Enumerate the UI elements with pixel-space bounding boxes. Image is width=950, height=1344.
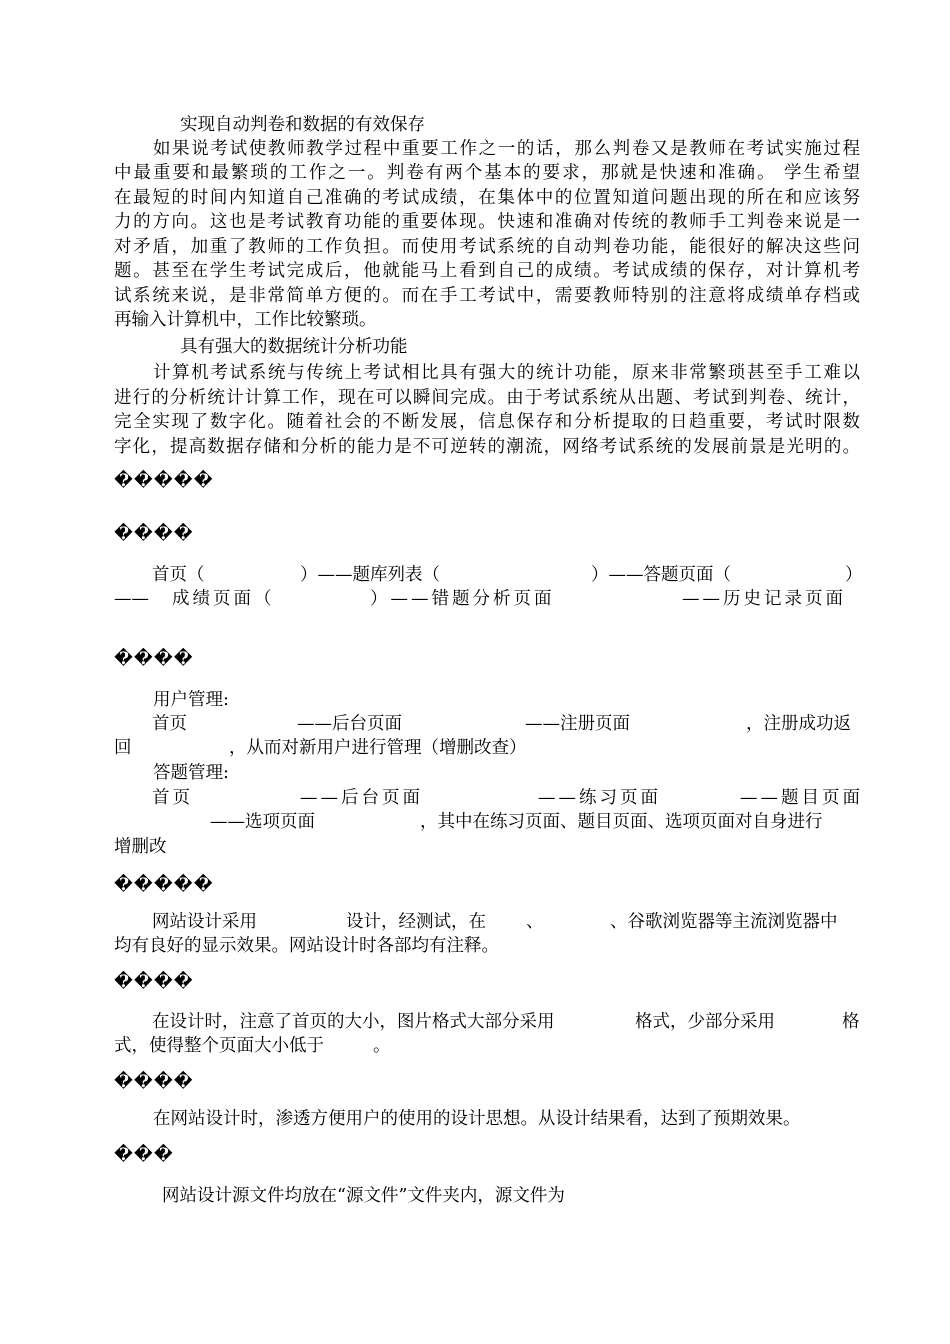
user-management-label: 用户管理: — [153, 690, 229, 710]
paragraph-line: 在最短的时间内知道自己准确的考试成绩，在集体中的位置知道问题出现的所在和应该努 — [114, 188, 860, 208]
compatibility-line-2: 均有良好的显示效果。网站设计时各部均有注释。 — [114, 936, 499, 956]
paragraph-line: 计算机考试系统与传统上考试相比具有强大的统计功能，原来非常繁琐甚至手工难以 — [153, 363, 860, 383]
source-files-line: 网站设计源文件均放在“源文件”文件夹内，源文件为 — [162, 1186, 565, 1206]
paragraph-line: 如果说考试使教师教学过程中重要工作之一的话，那么判卷又是教师在考试实施过程 — [153, 139, 860, 159]
paragraph-line: 力的方向。这也是考试教育功能的重要体现。快速和准确对传统的教师手工判卷来说是一 — [114, 212, 860, 232]
paragraph-line: 进行的分析统计计算工作，现在可以瞬间完成。由于考试系统从出题、考试到判卷、统计， — [114, 388, 860, 408]
paragraph-line: 题。甚至在学生考试完成后，他就能马上看到自己的成绩。考试成绩的保存，对计算机考 — [114, 261, 860, 281]
paragraph-line: 试系统来说，是非常简单方便的。而在手工考试中，需要教师特别的注意将成绩单存档或 — [114, 286, 860, 306]
heading-garbled: ���� — [114, 972, 194, 992]
answer-management-label: 答题管理: — [153, 763, 229, 783]
paragraph-line: 增删改 — [114, 837, 167, 857]
heading-garbled: ����� — [114, 875, 214, 895]
heading-garbled: ���� — [114, 649, 194, 669]
usability-line: 在网站设计时，渗透方便用户的使用的设计思想。从设计结果看，达到了预期效果。 — [153, 1109, 801, 1129]
paragraph-line: 字化，提高数据存储和分析的能力是不可逆转的潮流，网络考试系统的发展前景是光明的。 — [114, 437, 860, 457]
paragraph-line: 中最重要和最繁琐的工作之一。判卷有两个基本的要求，那就是快速和准确。 学生希望 — [114, 163, 860, 183]
paragraph-line: 完全实现了数字化。随着社会的不断发展，信息保存和分析提取的日趋重要，考试时限数 — [114, 412, 860, 432]
section-title-auto-grading: 实现自动判卷和数据的有效保存 — [180, 115, 425, 135]
paragraph-line: 再输入计算机中，工作比较繁琐。 — [114, 310, 377, 330]
paragraph-line: 对矛盾，加重了教师的工作负担。而使用考试系统的自动判卷功能，能很好的解决这些问 — [114, 237, 860, 257]
heading-garbled: ���� — [114, 1072, 194, 1092]
heading-garbled: ��� — [114, 1145, 174, 1165]
section-title-statistics: 具有强大的数据统计分析功能 — [180, 337, 408, 357]
document-page: 实现自动判卷和数据的有效保存 如果说考试使教师教学过程中重要工作之一的话，那么判卷又是教师在考试实施过程 中最重要和最繁琐的工作之一。判卷有两个基本的要求，那就是快速和准确。 学生希望 在最短的时间内知道自己准确的考试成绩，在集体中的位置知道问题出现的所在和应该努 力的方向。这也是考试教育功能的重要体现。快速和准确对传统的教师手工判卷来说是一 对矛盾，加重了教师的工作负担。而使用考试系统的自动判卷功能，能很好的解决这些问 题。甚至在学生考试完成后，他就能马上看到自己的成绩。考试成绩的保存，对计算机考 试系统来说，是非常简单方便的。而在手工考试中，需要教师特别的注意将成绩单存档或 再输入计算机中，工作比较繁琐。 具有强大的数据统计分析功能 计算机考试系统与传统上考试相比具有强大的统计功能，原来非常繁琐甚至手工难以 进行的分析统计计算工作，现在可以瞬间完成。由于考试系统从出题、考试到判卷、统计， 完全实现了数字化。随着社会的不断发展，信息保存和分析提取的日趋重要，考试时限数 字化，提高数据存储和分析的能力是不可逆转的潮流，网络考试系统的发展前景是光明的。 ����� ���� 首页（ ）——题库列表（ ）——答题页面（ ） —— 成绩页面（ ）——错题分析页面 ——历史记录页面 ���� 用户管理: 首页 ——后台页面 ——注册页面 ，注册成功返 回 ，从而对新用户进行管理（增删改查） 答题管理: 首页 ——后台页面 ——练习页面 ——题目页面 ——选项页面 ，其中在练习页面、题目页面、选项页面对自身进行 增删改 ����� 网站设计采用 设计，经测试，在 、 、谷歌浏览器等主流浏览器中 均有良好的显示效果。网站设计时各部均有注释。 ���� 在设计时，注意了首页的大小，图片格式大部分采用 格式，少部分采用 格 式，使得整个页面大小低于 。 ���� 在网站设计时，渗透方便用户的使用的设计思想。从设计结果看，达到了预期效果。 ��� 网站设计源文件均放在“源文件”文件夹内，源文件为 — [114, 115, 863, 1206]
heading-garbled: ���� — [114, 524, 194, 544]
heading-garbled: ����� — [114, 471, 214, 491]
